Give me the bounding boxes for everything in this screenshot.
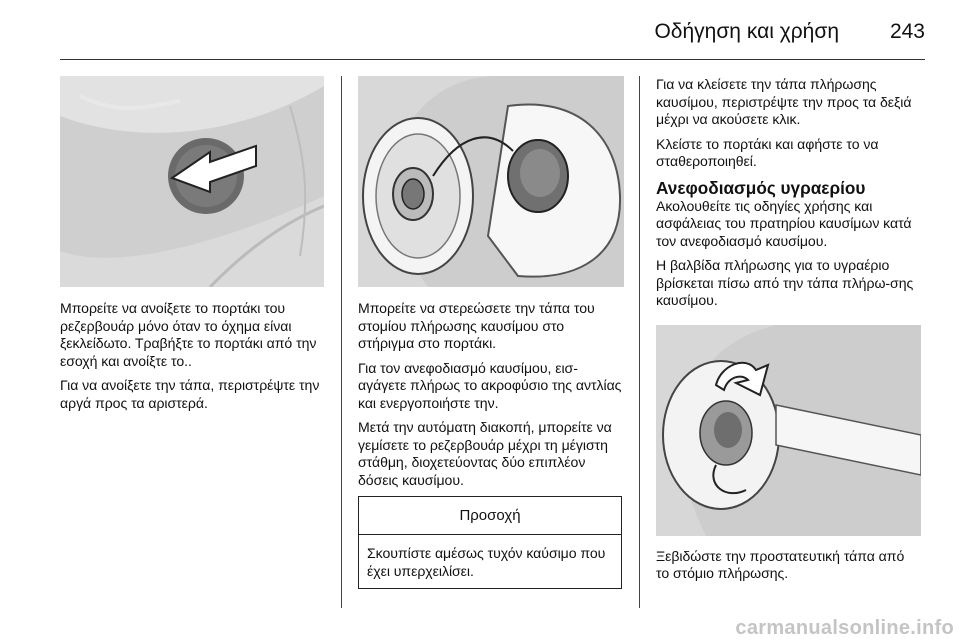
fuel-door-figure	[60, 76, 324, 287]
column-divider-1	[341, 76, 342, 608]
paragraph: Ξεβιδώστε την προστατευτική τάπα από το στόμιο πλήρωσης.	[656, 547, 905, 581]
lpg-valve-illustration	[656, 325, 921, 536]
caution-body	[359, 535, 621, 588]
page-header	[60, 0, 925, 60]
caution-box	[358, 496, 622, 589]
page-number: 243	[889, 20, 925, 43]
section-heading: Ανεφοδιασμός υγραερίου	[656, 177, 866, 198]
site-watermark: carmanualsonline.info	[735, 617, 954, 639]
lpg-valve-figure	[656, 325, 921, 536]
paragraph: Κλείστε το πορτάκι και αφήστε το να σταθεροποιηθεί.	[656, 135, 879, 169]
column-3	[656, 76, 921, 590]
paragraph: Μετά την αυτόματη διακοπή, μπορείτε να γεμίσετε το ρεζερβουάρ μέχρι τη μέγιστη στάθμη, διοχετεύοντας δύο επιπλέον δόσεις καυσίμου.	[358, 419, 612, 488]
paragraph: Για να κλείσετε την τάπα πλήρωσης καυσίμου, περιστρέψτε την προς τα δεξιά μέχρι να ακούσετε κλικ.	[656, 76, 912, 127]
caution-title: Προσοχή	[359, 497, 621, 535]
page-title: Οδήγηση και χρήση	[654, 20, 839, 43]
caution-text: Σκουπίστε αμέσως τυχόν καύσιμο που έχει υπερχειλίσει.	[367, 545, 606, 579]
paragraph: Ακολουθείτε τις οδηγίες χρήσης και ασφάλειας του πρατηρίου καυσίμων κατά τον ανεφοδιασμό καυσίμου.	[656, 197, 912, 249]
paragraph: Μπορείτε να ανοίξετε το πορτάκι του ρεζερβουάρ μόνο όταν το όχημα είναι ξεκλείδωτο. Τραβήξτε το πορτάκι από την εσοχή και ανοίξτε το..	[60, 300, 317, 369]
paragraph: Η βαλβίδα πλήρωσης για το υγραέριο βρίσκεται πίσω από την τάπα πλήρω-σης καυσίμου.	[656, 257, 914, 308]
fuel-door-illustration	[60, 76, 324, 287]
column-1	[60, 76, 324, 419]
paragraph: Μπορείτε να στερεώσετε την τάπα του στομίου πλήρωσης καυσίμου στο στήριγμα στο πορτάκι.	[358, 300, 595, 351]
column-divider-2	[639, 76, 640, 608]
column-2	[358, 76, 624, 589]
fuel-cap-illustration	[358, 76, 624, 287]
fuel-cap-figure	[358, 76, 624, 287]
paragraph: Για τον ανεφοδιασμό καυσίμου, εισ-αγάγετε πλήρως το ακροφύσιο της αντλίας και ενεργοποιήστε την.	[358, 359, 622, 411]
paragraph: Για να ανοίξετε την τάπα, περιστρέψτε την αργά προς τα αριστερά.	[60, 377, 320, 411]
